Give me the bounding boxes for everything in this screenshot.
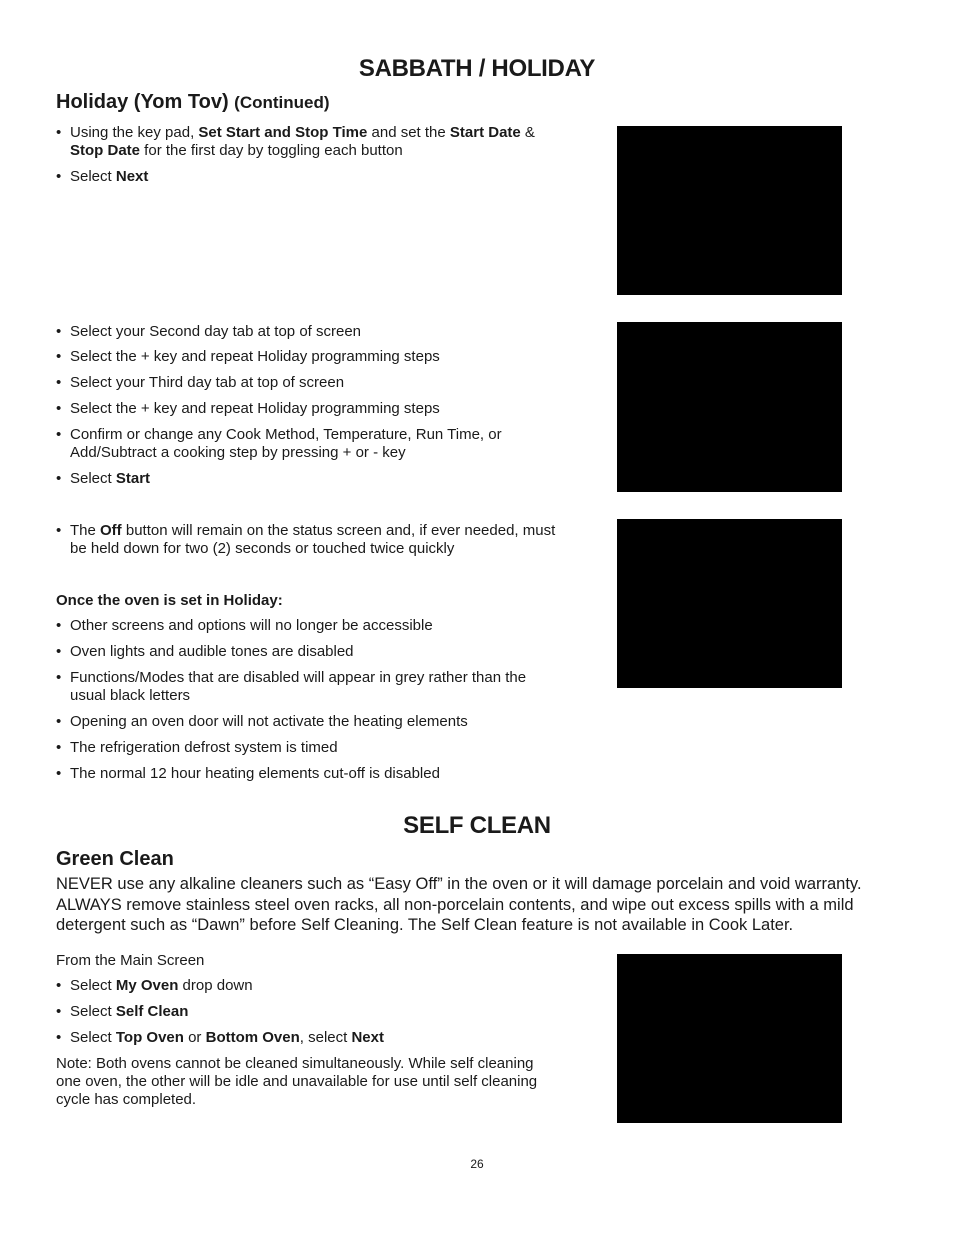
screenshot-image-1 xyxy=(617,126,842,295)
bullet-select-start: • Select Start xyxy=(56,470,566,488)
list-item: • Other screens and options will no longer be accessible xyxy=(56,617,566,635)
bullet-repeat-steps-2: • Select the + key and repeat Holiday programming steps xyxy=(56,400,566,418)
once-heading: Once the oven is set in Holiday: xyxy=(56,592,283,609)
bullet-second-day: • Select your Second day tab at top of screen xyxy=(56,323,566,341)
list-item: • Oven lights and audible tones are disabled xyxy=(56,643,566,661)
bullet-third-day: • Select your Third day tab at top of screen xyxy=(56,374,566,392)
bullet-repeat-steps-1: • Select the + key and repeat Holiday programming steps xyxy=(56,348,566,366)
screenshot-image-2 xyxy=(617,322,842,492)
screenshot-image-4 xyxy=(617,954,842,1123)
screenshot-image-3 xyxy=(617,519,842,688)
subtitle-text: Holiday (Yom Tov) xyxy=(56,91,229,113)
bullet-set-start-stop: • Using the key pad, Set Start and Stop Time and set the Start Date & Stop Date for the first day by toggling each button xyxy=(56,124,566,160)
subsection-title-green-clean: Green Clean xyxy=(56,848,174,870)
list-item: • The normal 12 hour heating elements cut-off is disabled xyxy=(56,765,566,783)
section-title-sabbath: SABBATH / HOLIDAY xyxy=(358,55,596,82)
note-text: Note: Both ovens cannot be cleaned simultaneously. While self cleaning one oven, the other will be idle and unavailable for use until self cleaning cycle has completed. xyxy=(56,1055,538,1108)
bullet-confirm-change: • Confirm or change any Cook Method, Temperature, Run Time, or Add/Subtract a cooking step by pressing + or - key xyxy=(56,426,566,462)
bullet-off-button: • The Off button will remain on the status screen and, if ever needed, must be held down for two (2) seconds or touched twice quickly xyxy=(56,522,566,558)
list-item: • Functions/Modes that are disabled will appear in grey rather than the usual black letters xyxy=(56,669,566,705)
list-item: • The refrigeration defrost system is timed xyxy=(56,739,566,757)
bullet-self-clean: • Select Self Clean xyxy=(56,1003,566,1021)
subsection-title-holiday xyxy=(56,91,330,114)
from-main-screen: From the Main Screen xyxy=(56,952,205,969)
list-item: • Opening an oven door will not activate the heating elements xyxy=(56,713,566,731)
subtitle-suffix: (Continued) xyxy=(234,93,330,112)
green-clean-paragraph: NEVER use any alkaline cleaners such as “Easy Off” in the oven or it will damage porcelain and void warranty. ALWAYS remove stainless steel oven racks, all non-porcelain contents, and wipe out excess spills with a mild detergent such as “Dawn” before Self Cleaning. The Self Clean feature is not available in Cook Later. xyxy=(56,875,862,934)
section-title-self-clean: SELF CLEAN xyxy=(403,812,551,839)
bullet-select-next: • Select Next xyxy=(56,168,566,186)
bullet-my-oven: • Select My Oven drop down xyxy=(56,977,566,995)
bullet-top-bottom-oven: • Select Top Oven or Bottom Oven, select Next xyxy=(56,1029,566,1047)
page-number: 26 xyxy=(470,1157,484,1171)
